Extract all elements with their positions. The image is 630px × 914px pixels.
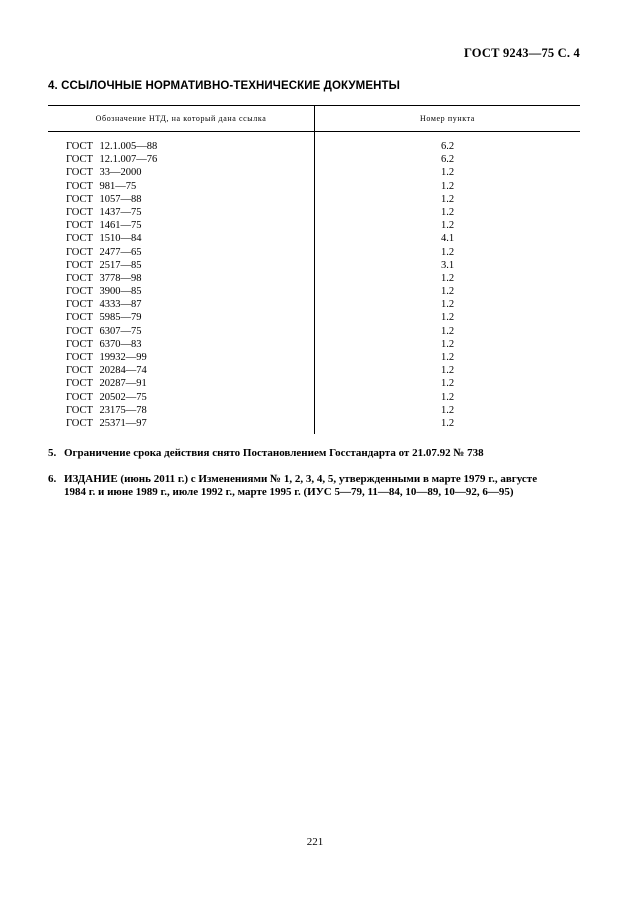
section-6 [48,473,588,499]
section-5 [48,447,588,460]
column-header-document: Обозначение НТД, на который дана ссылка [95,114,267,123]
table-cell-item-number: 1.2 [440,338,455,350]
table-cell-document: ГОСТ 12.1.007—76 [66,154,158,166]
table-cell-document: ГОСТ 2517—85 [66,259,142,271]
table-cell-item-number: 1.2 [440,206,455,218]
section-5-text: Ограничение срока действия снято Постановлением Госстандарта от 21.07.92 № 738 [64,447,484,459]
table-body [48,132,580,434]
table-cell-item-number: 1.2 [440,167,455,179]
table-cell-item-number: 1.2 [440,299,455,311]
column-header-item-number: Номер пункта [314,106,580,131]
table-cell-item-number: 6.2 [440,141,455,152]
table-cell-item-number: 1.2 [440,246,455,258]
table-cell-document: ГОСТ 981—75 [66,180,137,192]
table-cell-item-number: 3.1 [440,259,455,271]
section-4-title: 4. ССЫЛОЧНЫЕ НОРМАТИВНО-ТЕХНИЧЕСКИЕ ДОКУМЕНТЫ [48,80,401,92]
table-cell-item-number: 1.2 [440,365,455,377]
table-cell-document: ГОСТ 20284—74 [66,365,147,377]
section-6-line-1: ИЗДАНИЕ (июнь 2011 г.) с Изменениями № 1, 2, 3, 4, 5, утвержденными в марте 1979 г., августе [64,473,538,485]
table-cell-item-number: 1.2 [440,378,455,390]
table-cell-document: ГОСТ 20502—75 [66,391,147,403]
table-cell-document: ГОСТ 1461—75 [66,220,142,232]
page-number: 221 [306,836,324,848]
table-cell-document: ГОСТ 1437—75 [66,206,142,218]
table-cell-item-number: 4.1 [440,233,455,245]
table-cell-item-number: 1.2 [440,352,455,363]
table-cell-document: ГОСТ 2477—65 [66,246,142,258]
document-column [48,132,314,434]
table-cell-item-number: 1.2 [440,312,455,324]
item-number-column [314,132,580,434]
table-cell-document: ГОСТ 6307—75 [66,325,142,337]
table-cell-item-number: 1.2 [440,325,455,337]
document-header: ГОСТ 9243—75 С. 4 [463,46,580,60]
table-cell-document: ГОСТ 20287—91 [66,378,147,390]
table-cell-document: ГОСТ 3778—98 [66,272,142,284]
table-cell-item-number: 1.2 [440,391,455,403]
table-cell-document: ГОСТ 25371—97 [66,417,147,429]
table-cell-document: ГОСТ 1057—88 [66,193,142,205]
section-6-line-2: 1984 г. и июне 1989 г., июле 1992 г., марте 1995 г. (ИУС 5—79, 11—84, 10—89, 10—92, 6—95) [64,486,514,498]
section-6-number: 6. [48,473,57,485]
reference-documents-table [48,105,580,434]
table-cell-item-number: 1.2 [440,220,455,232]
table-cell-item-number: 1.2 [440,180,455,192]
table-cell-document: ГОСТ 5985—79 [66,312,142,324]
table-cell-item-number: 1.2 [440,272,455,284]
table-cell-item-number: 1.2 [440,286,455,298]
table-cell-document: ГОСТ 23175—78 [66,404,147,416]
table-cell-document: ГОСТ 6370—83 [66,338,142,350]
table-cell-document: ГОСТ 4333—87 [66,299,142,311]
table-cell-document: ГОСТ 33—2000 [66,167,142,179]
table-cell-document: ГОСТ 1510—84 [66,233,142,245]
table-cell-document: ГОСТ 3900—85 [66,286,142,298]
table-cell-item-number: 6.2 [440,154,455,166]
table-cell-item-number: 1.2 [440,404,455,416]
table-cell-item-number: 1.2 [440,193,455,205]
table-cell-document: ГОСТ 12.1.005—88 [66,141,158,152]
section-5-number: 5. [48,447,57,459]
table-header [48,105,580,132]
table-cell-item-number: 1.2 [440,417,455,429]
table-cell-document: ГОСТ 19932—99 [66,352,147,363]
